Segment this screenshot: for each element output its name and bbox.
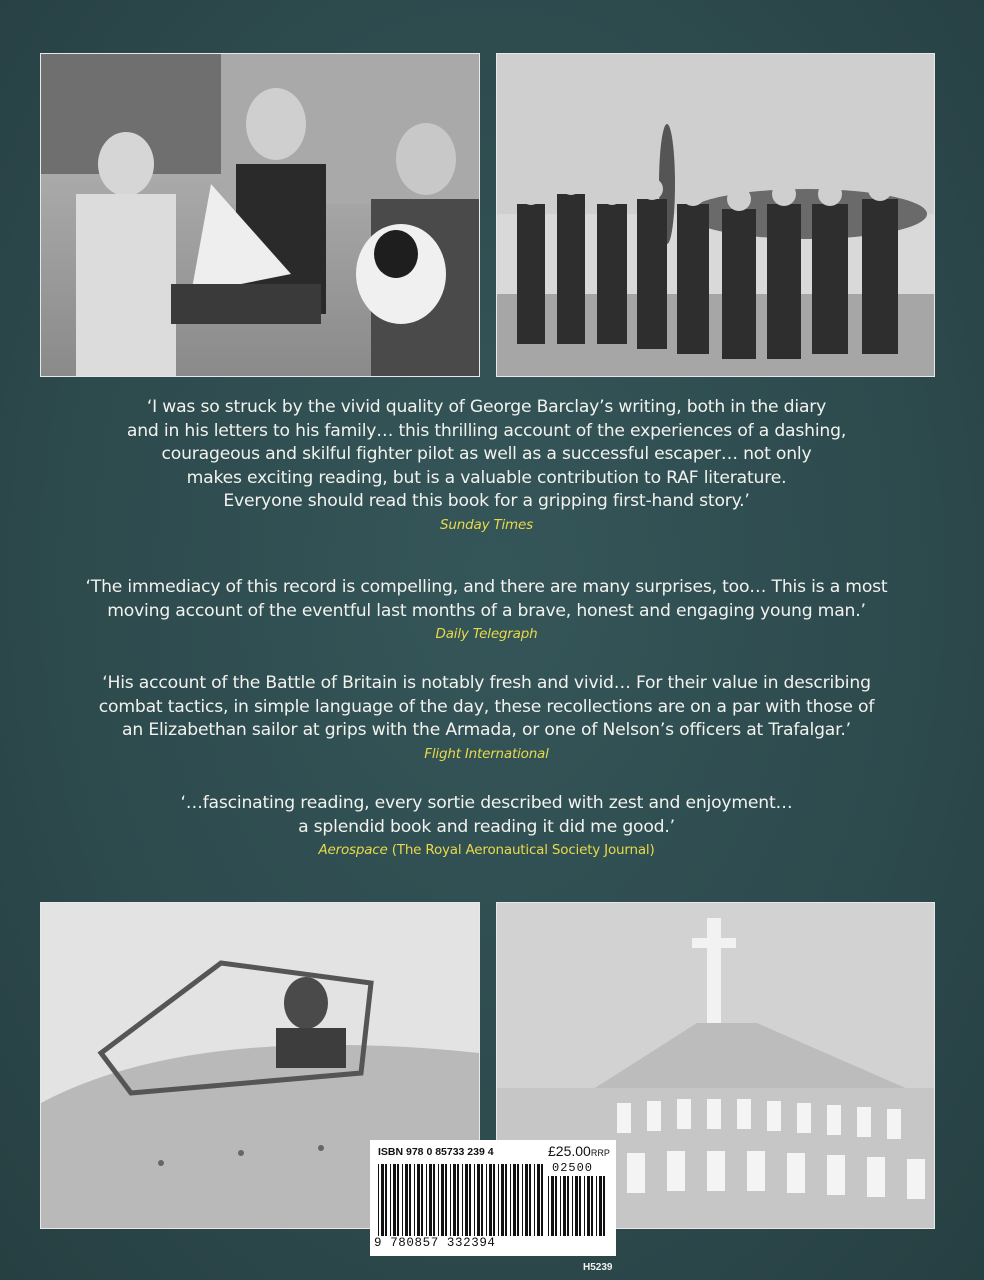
quote-line: ‘His account of the Battle of Britain is notably fresh and vivid… For their value in describing bbox=[102, 673, 871, 693]
barcode-bar bbox=[393, 1164, 396, 1236]
barcode-bar bbox=[414, 1164, 415, 1236]
barcode-bar bbox=[474, 1164, 475, 1236]
quote-source bbox=[40, 745, 933, 763]
barcode-bar bbox=[429, 1164, 432, 1236]
ean-number: 9 780857 332394 bbox=[374, 1236, 496, 1250]
source-extra: (The Royal Aeronautical Society Journal) bbox=[387, 842, 655, 858]
barcode-bar bbox=[596, 1176, 597, 1236]
quote-line: Everyone should read this book for a gripping first-hand story.’ bbox=[223, 491, 750, 511]
quote-line: moving account of the eventful last months of a brave, honest and engaging young man.’ bbox=[107, 600, 866, 621]
quote-line: ‘…fascinating reading, every sortie described with zest and enjoyment… bbox=[180, 793, 793, 813]
quote-line: combat tactics, in simple language of the day, these recollections are on a par with those of bbox=[98, 696, 875, 717]
barcode-bar bbox=[486, 1164, 487, 1236]
barcode-bar bbox=[405, 1164, 408, 1236]
product-code: H5239 bbox=[583, 1262, 613, 1273]
barcode-bar bbox=[417, 1164, 420, 1236]
barcode-bar bbox=[572, 1176, 573, 1236]
barcode-bar bbox=[537, 1164, 540, 1236]
barcode-bar bbox=[505, 1164, 507, 1236]
barcode-bar bbox=[385, 1164, 387, 1236]
barcode-bar bbox=[390, 1164, 391, 1236]
barcode-bar bbox=[510, 1164, 511, 1236]
barcode-bar bbox=[450, 1164, 451, 1236]
barcode-bar bbox=[433, 1164, 435, 1236]
addon-number: 02500 bbox=[552, 1161, 594, 1175]
barcode-bar bbox=[541, 1164, 543, 1236]
source-name: Daily Telegraph bbox=[435, 626, 538, 642]
quote-source bbox=[40, 625, 933, 643]
barcode-bar bbox=[513, 1164, 516, 1236]
barcode-bar bbox=[481, 1164, 483, 1236]
quote-source bbox=[40, 516, 933, 534]
barcode-bar bbox=[465, 1164, 468, 1236]
barcode-bar bbox=[517, 1164, 519, 1236]
quote-line: ‘The immediacy of this record is compelling, and there are many surprises, too… This is a most bbox=[85, 577, 888, 597]
barcode-bar bbox=[409, 1164, 411, 1236]
price-value: £25.00 bbox=[548, 1143, 591, 1159]
barcode-bar bbox=[522, 1164, 523, 1236]
barcode-bar bbox=[438, 1164, 439, 1236]
photo-top-left bbox=[40, 53, 480, 377]
barcode-bar bbox=[489, 1164, 492, 1236]
barcode-bar bbox=[563, 1176, 566, 1236]
barcode-bar bbox=[501, 1164, 504, 1236]
quote-line: an Elizabethan sailor at grips with the Armada, or one of Nelson’s officers at Trafalgar.’ bbox=[122, 720, 851, 740]
barcode-bar bbox=[587, 1176, 590, 1236]
barcode-bar bbox=[525, 1164, 528, 1236]
barcode-bar bbox=[584, 1176, 585, 1236]
quote-line: courageous and skilful fighter pilot as well as a successful escaper… not only bbox=[161, 444, 812, 464]
quote-line: a splendid book and reading it did me good.’ bbox=[298, 816, 675, 837]
barcode-bar bbox=[421, 1164, 423, 1236]
source-name: Flight International bbox=[424, 745, 549, 762]
barcode-bar bbox=[603, 1176, 605, 1236]
quote-line: makes exciting reading, but is a valuable contribution to RAF literature. bbox=[186, 467, 787, 488]
barcode-bar bbox=[529, 1164, 531, 1236]
barcode-bar bbox=[551, 1176, 554, 1236]
quote-line: ‘I was so struck by the vivid quality of George Barclay’s writing, both in the diary bbox=[146, 397, 827, 417]
barcode-bar bbox=[378, 1164, 379, 1236]
barcode-bar bbox=[498, 1164, 499, 1236]
rrp-label: RRP bbox=[590, 1148, 610, 1158]
barcode-label bbox=[370, 1140, 616, 1256]
quote-line: and in his letters to his family… this thrilling account of the experiences of a dashing, bbox=[126, 420, 847, 441]
barcode-bar bbox=[534, 1164, 535, 1236]
barcode-bar bbox=[575, 1176, 578, 1236]
barcode-bar bbox=[397, 1164, 399, 1236]
source-name: Sunday Times bbox=[440, 516, 533, 533]
barcode-bar bbox=[402, 1164, 403, 1236]
barcode-bar bbox=[555, 1176, 557, 1236]
barcode-bar bbox=[599, 1176, 602, 1236]
quote-source bbox=[40, 841, 933, 859]
price-label bbox=[548, 1143, 610, 1159]
barcode-bar bbox=[462, 1164, 463, 1236]
barcode-bar bbox=[567, 1176, 569, 1236]
barcode-bar bbox=[493, 1164, 495, 1236]
barcode-bar bbox=[591, 1176, 593, 1236]
barcode-bar bbox=[441, 1164, 444, 1236]
barcode-bar bbox=[426, 1164, 427, 1236]
barcode-bar bbox=[548, 1176, 549, 1236]
photo-three-young-people-image bbox=[41, 54, 479, 376]
barcode-bar bbox=[381, 1164, 384, 1236]
barcode-bar bbox=[445, 1164, 447, 1236]
photo-pilots-walking-image bbox=[497, 54, 934, 376]
isbn-number: ISBN 978 0 85733 239 4 bbox=[378, 1146, 494, 1158]
quote-sunday-times bbox=[40, 396, 933, 534]
barcode-bar bbox=[579, 1176, 581, 1236]
ean-barcode bbox=[378, 1164, 546, 1236]
addon-barcode bbox=[548, 1176, 606, 1236]
barcode-bar bbox=[560, 1176, 561, 1236]
barcode-bar bbox=[477, 1164, 480, 1236]
barcode-bar bbox=[469, 1164, 471, 1236]
source-name: Aerospace bbox=[318, 842, 388, 858]
quote-flight-international bbox=[40, 672, 933, 763]
barcode-bar bbox=[453, 1164, 456, 1236]
quote-daily-telegraph bbox=[40, 576, 933, 643]
photo-top-right bbox=[496, 53, 935, 377]
quote-aerospace bbox=[40, 792, 933, 859]
barcode-bar bbox=[457, 1164, 459, 1236]
